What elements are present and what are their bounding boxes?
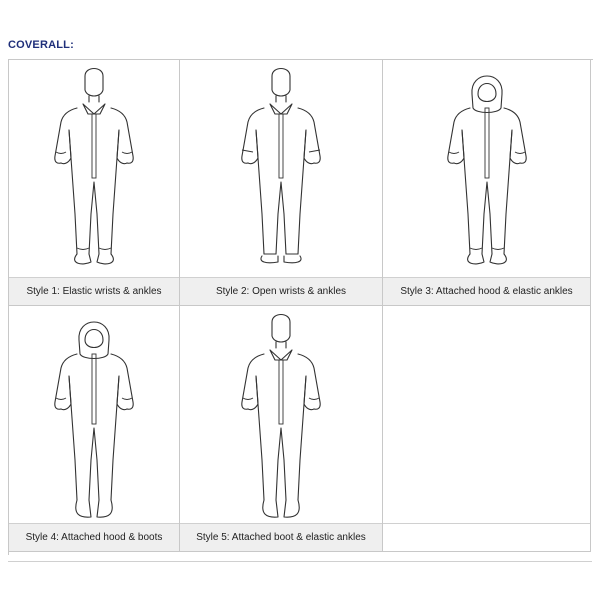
style-caption-3: Style 3: Attached hood & elastic ankles <box>383 277 590 305</box>
coverall-open-icon <box>226 64 336 276</box>
style-cell-1 <box>9 60 180 306</box>
style-cell-4 <box>9 306 180 552</box>
style-cell-3 <box>383 60 591 306</box>
style-caption-1: Style 1: Elastic wrists & ankles <box>9 277 179 305</box>
figure-1 <box>9 64 179 278</box>
style-caption-2: Style 2: Open wrists & ankles <box>180 277 382 305</box>
bottom-divider <box>8 561 592 562</box>
empty-caption <box>383 523 590 551</box>
figure-2 <box>180 64 382 278</box>
coverall-boots-icon <box>226 310 336 522</box>
figure-4 <box>9 310 179 524</box>
coverall-hood-elastic-icon <box>432 64 542 276</box>
style-caption-5: Style 5: Attached boot & elastic ankles <box>180 523 382 551</box>
figure-3 <box>383 64 590 278</box>
style-cell-5 <box>180 306 383 552</box>
coverall-style-grid <box>8 59 593 555</box>
empty-cell <box>383 306 591 552</box>
figure-5 <box>180 310 382 524</box>
section-heading: COVERALL: <box>8 39 74 51</box>
style-caption-4: Style 4: Attached hood & boots <box>9 523 179 551</box>
coverall-hood-boots-icon <box>39 310 149 522</box>
style-cell-2 <box>180 60 383 306</box>
coverall-elastic-icon <box>39 64 149 276</box>
